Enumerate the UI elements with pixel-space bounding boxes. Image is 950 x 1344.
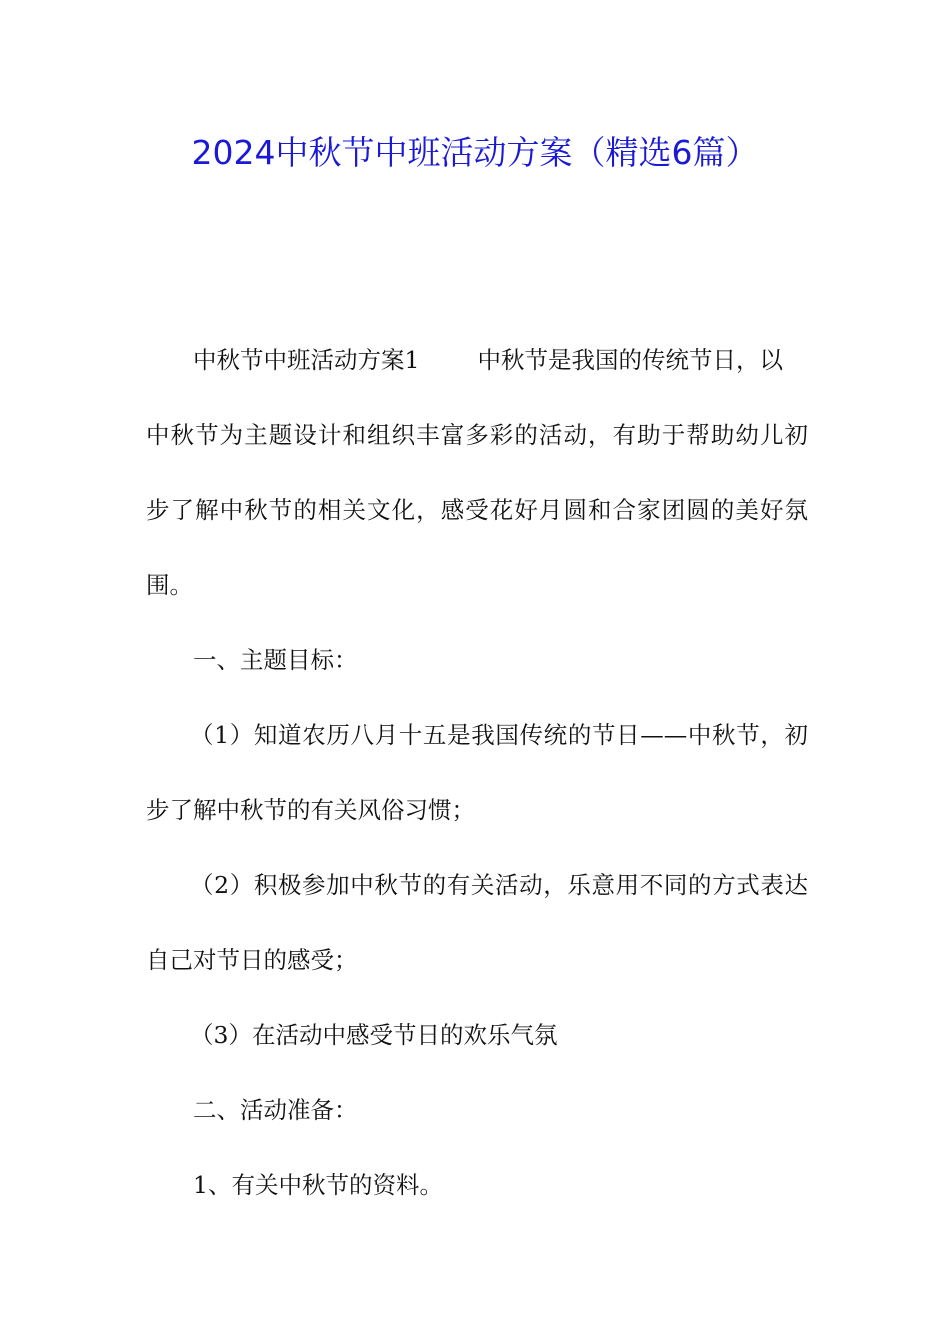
goal-1-line-2: 步了解中秋节的有关风俗习惯； [146,796,475,824]
intro-heading: 中秋节中班活动方案1 [193,346,420,374]
document-title: 2024中秋节中班活动方案（精选6篇） [191,133,759,172]
goal-2-line-2: 自己对节日的感受； [146,946,358,974]
intro-first-line [193,340,808,380]
intro-line-1: 中秋节是我国的传统节日，以 [477,346,783,374]
section-2-heading: 二、活动准备： [193,1096,358,1124]
intro-line-4: 围。 [146,571,193,599]
intro-line-3: 步了解中秋节的相关文化，感受花好月圆和合家团圆的美好氛 [146,496,808,524]
section-1-heading: 一、主题目标： [193,646,358,674]
goal-2-line-1: （2）积极参加中秋节的有关活动，乐意用不同的方式表达 [190,871,808,899]
intro-line-2: 中秋节为主题设计和组织丰富多彩的活动，有助于帮助幼儿初 [146,421,808,449]
goal-1-line-1: （1）知道农历八月十五是我国传统的节日——中秋节，初 [190,721,808,749]
prep-item-1: 1、有关中秋节的资料。 [193,1171,443,1199]
goal-3-line-1: （3）在活动中感受节日的欢乐气氛 [190,1021,558,1049]
